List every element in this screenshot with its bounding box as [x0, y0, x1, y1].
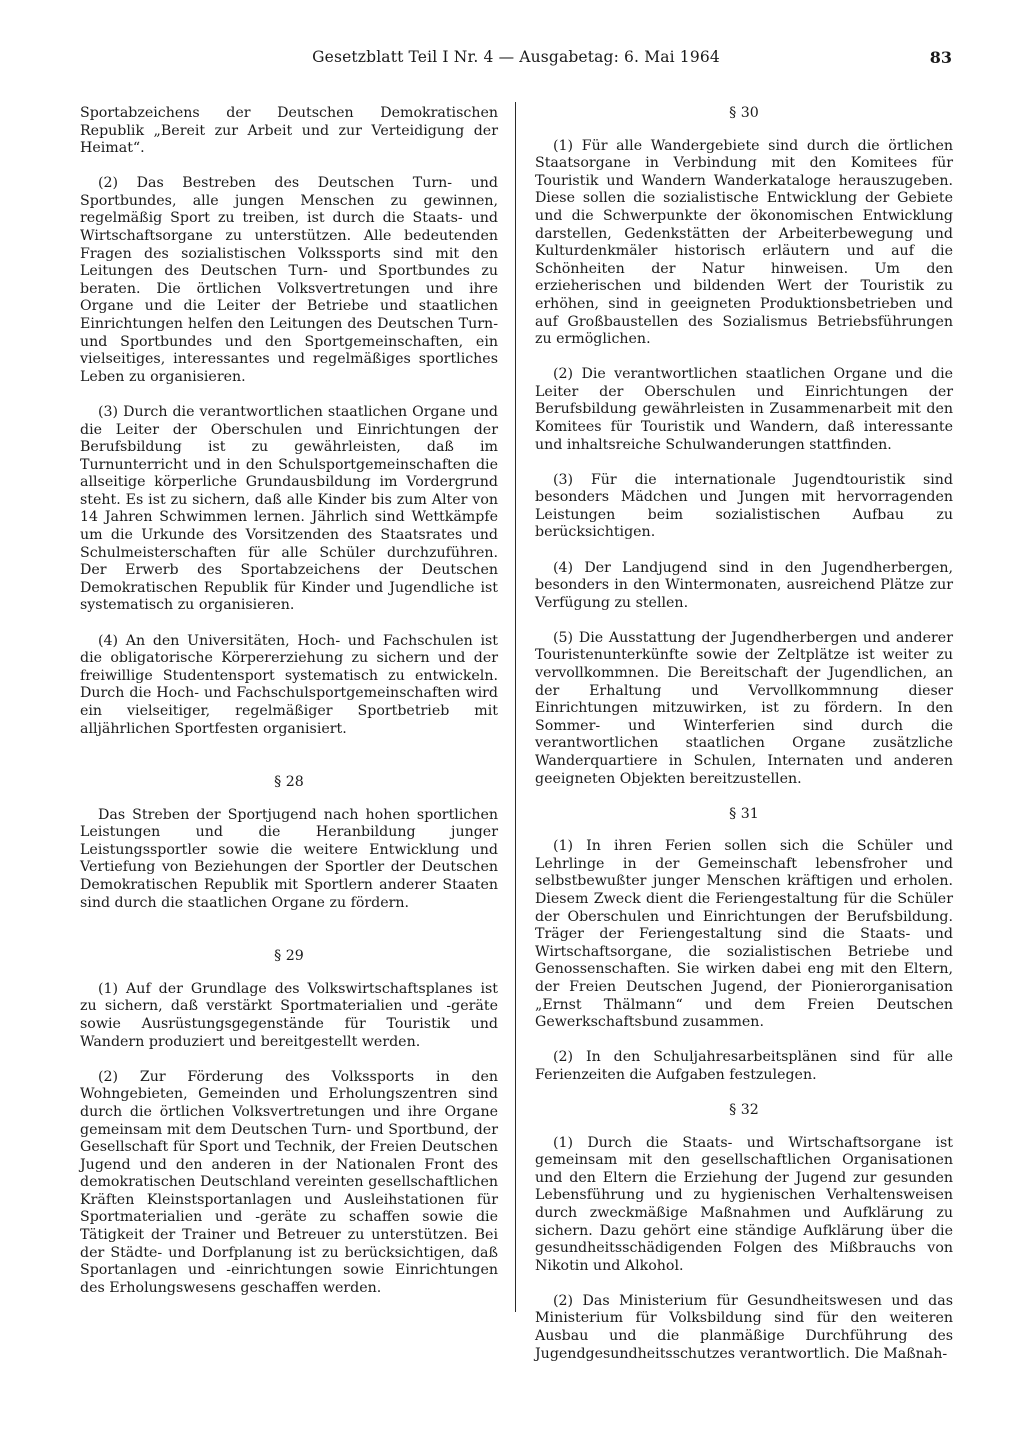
section-32-heading: § 32	[729, 1102, 759, 1118]
section-27-paragraph-2: (2) Das Bestreben des Deutschen Turn- und Sportbundes, alle jungen Menschen zu gewinnen, regelmäßig Sport zu treiben, ist durch die Staats- und Wirtschaftsorgane zu unterstützen. Alle bedeutenden Fragen des sozialistischen Volkssports sind mit den Leitungen des Deutschen Turn- und Sportbundes zu beraten. Die örtlichen Volksvertretungen und ihre Organe und die Leiter der Betriebe und staatlichen Einrichtungen helfen den Leitungen des Deutschen Turn- und Sportbundes und den Sportgemeinschaften, ein vielseitiges, interessantes und regelmäßiges sportliches Leben zu organisieren.	[80, 175, 498, 385]
section-31-heading: § 31	[729, 805, 759, 822]
section-30-paragraph-3: (3) Für die internationale Jugendtouristik sind besonders Mädchen und Jungen mit hervorragenden Leistungen beim sozialistischen Aufbau zu berücksichtigen.	[535, 471, 953, 541]
section-29-paragraph-1: (1) Auf der Grundlage des Volkswirtschaftsplanes ist zu sichern, daß verstärkt Sportmaterialien und -geräte sowie Ausrüstungsgegenstände für Touristik und Wandern produziert und bereitgestellt werden.	[80, 980, 498, 1050]
section-30-paragraph-4: (4) Der Landjugend sind in den Jugendherbergen, besonders in den Wintermonaten, ausreichend Plätze zur Verfügung zu stellen.	[535, 559, 953, 611]
right-column	[535, 105, 953, 1381]
section-29-paragraph-2: (2) Zur Förderung des Volkssports in den Wohngebieten, Gemeinden und Erholungszentren sind durch die örtlichen Volksvertretungen und ihre Organe gemeinsam mit dem Deutschen Turn- und Sportbund, der Gesellschaft für Sport und Technik, der Freien Deutschen Jugend und den anderen in der Nationalen Front des demokratischen Deutschland vereinten gesellschaftlichen Kräften Kleinstsportanlagen und Ausleihstationen für Sportmaterialien und -geräte zu schaffen sowie die Tätigkeit der Trainer und Betreuer zu unterstützen. Bei der Städte- und Dorfplanung ist zu berücksichtigen, daß Sportanlagen und -einrichtungen sowie Einrichtungen des Erholungswesens geschaffen werden.	[80, 1068, 498, 1296]
left-column	[80, 105, 498, 1315]
section-31-paragraph-2: (2) In den Schuljahresarbeitsplänen sind für alle Ferienzeiten die Aufgaben festzulegen.	[535, 1049, 953, 1083]
running-header: Gesetzblatt Teil I Nr. 4 — Ausgabetag: 6. Mai 1964	[312, 48, 720, 66]
section-27-paragraph-4: (4) An den Universitäten, Hoch- und Fachschulen ist die obligatorische Körpererziehung zu sichern und der freiwillige Studentensport systematisch zu entwickeln. Durch die Hoch- und Fachschulsportgemeinschaften wird ein vielseitiger, regelmäßiger Sportbetrieb mit alljährlichen Sportfesten organisiert.	[80, 632, 498, 737]
section-28-heading: § 28	[274, 774, 304, 791]
column-divider	[515, 102, 516, 1312]
section-31-paragraph-1: (1) In ihren Ferien sollen sich die Schüler und Lehrlinge in der Gemeinschaft lebensfroher und selbstbewußter junger Menschen kräftigen und erholen. Diesem Zweck dient die Feriengestaltung für die Schüler der Oberschulen und Einrichtungen der Berufsbildung. Träger der Feriengestaltung sind die Staats- und Wirtschaftsorgane, die sozialistischen Betriebe und Genossenschaften. Sie wirken dabei eng mit den Eltern, der Freien Deutschen Jugend, der Pionierorganisation „Ernst Thälmann“ und dem Freien Deutschen Gewerkschaftsbund zusammen.	[535, 838, 953, 1031]
section-32-paragraph-2: (2) Das Ministerium für Gesundheitswesen und das Ministerium für Volksbildung sind für den weiteren Ausbau und die planmäßige Durchführung des Jugendgesundheitsschutzes verantwortlich. Die Maßnah-	[535, 1292, 953, 1362]
page-number: 83	[929, 48, 952, 67]
section-30-paragraph-5: (5) Die Ausstattung der Jugendherbergen und anderer Touristenunterkünfte sowie der Zeltplätze ist weiter zu vervollkommnen. Die Bereitschaft der Jugendlichen, an der Erhaltung und Vervollkommnung dieser Einrichtungen mitzuwirken, ist zu fördern. In den Sommer- und Winterferien sind durch die verantwortlichen staatlichen Organe zusätzliche Wanderquartiere in Schulen, Internaten und anderen geeigneten Objekten bereitzustellen.	[535, 629, 953, 787]
section-29-heading: § 29	[274, 948, 304, 965]
section-30-heading: § 30	[729, 105, 759, 121]
section-30-paragraph-2: (2) Die verantwortlichen staatlichen Organe und die Leiter der Oberschulen und Einrichtungen der Berufsbildung gewährleisten in Zusammenarbeit mit den Komitees für Touristik und Wandern, daß interessante und inhaltsreiche Schulwanderungen stattfinden.	[535, 366, 953, 453]
paragraph-continuation: Sportabzeichens der Deutschen Demokratischen Republik „Bereit zur Arbeit und zur Verteidigung der Heimat“.	[80, 105, 498, 157]
section-28-text: Das Streben der Sportjugend nach hohen sportlichen Leistungen und die Heranbildung junger Leistungssportler sowie die weitere Entwicklung und Vertiefung von Beziehungen der Sportler der Deutschen Demokratischen Republik mit Sportlern anderer Staaten sind durch die staatlichen Organe zu fördern.	[80, 806, 498, 911]
section-30-paragraph-1: (1) Für alle Wandergebiete sind durch die örtlichen Staatsorgane in Verbindung mit den Komitees für Touristik und Wandern Wanderkataloge herauszugeben. Diese sollen die sozialistische Entwicklung der Gebiete und die Schwerpunkte der ökonomischen Entwicklung darstellen, Gedenkstätten der Arbeiterbewegung und Kulturdenkmäler historisch erläutern und auf die Schönheiten der Natur hinweisen. Um den erzieherischen und bildenden Wert der Touristik zu erhöhen, sind in geeigneten Produktionsbetrieben und auf Großbaustellen des Sozialismus Betriebsführungen zu ermöglichen.	[535, 137, 953, 348]
section-32-paragraph-1: (1) Durch die Staats- und Wirtschaftsorgane ist gemeinsam mit den gesellschaftlichen Organisationen und den Eltern die Erziehung der Jugend zur gesunden Lebensführung und zu hygienischen Verhaltensweisen durch zweckmäßige Maßnahmen und Aufklärung zu sichern. Dazu gehört eine ständige Aufklärung über die gesundheitsschädigenden Folgen des Mißbrauchs von Nikotin und Alkohol.	[535, 1134, 953, 1274]
section-27-paragraph-3: (3) Durch die verantwortlichen staatlichen Organe und die Leiter der Oberschulen und Einrichtungen der Berufsbildung ist zu gewährleisten, daß im Turnunterricht und in den Schulsportgemeinschaften die allseitige körperliche Grundausbildung im Vordergrund steht. Es ist zu sichern, daß alle Kinder bis zum Alter von 14 Jahren Schwimmen lernen. Jährlich sind Wettkämpfe um die Urkunde des Vorsitzenden des Staatsrates und Schulmeisterschaften für alle Schüler durchzuführen. Der Erwerb des Sportabzeichens der Deutschen Demokratischen Republik für Kinder und Jugendliche ist systematisch zu organisieren.	[80, 403, 498, 614]
